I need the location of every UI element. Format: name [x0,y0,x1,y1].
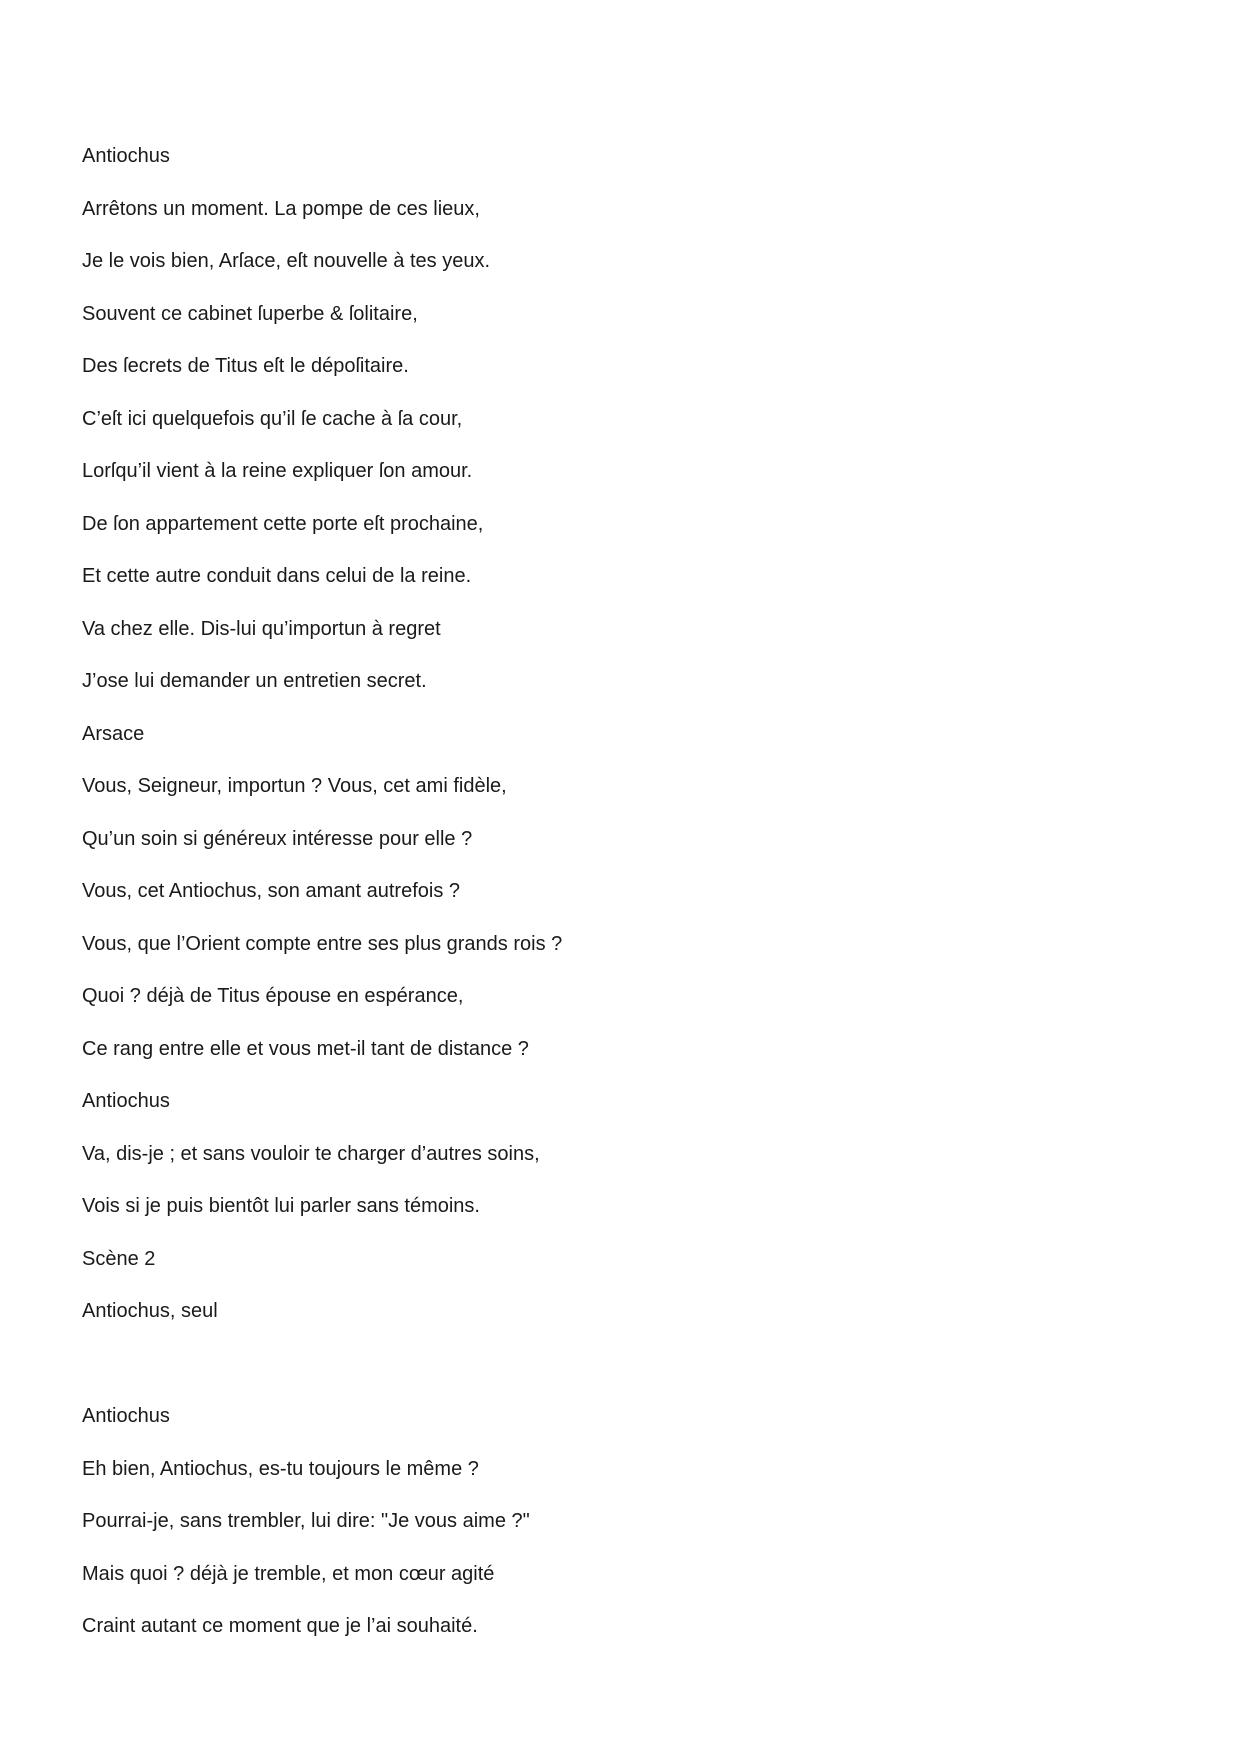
verse-line: Lorſqu’il vient à la reine expliquer ſon amour. [82,460,473,482]
verse-line: Pourrai-je, sans trembler, lui dire: "Je vous aime ?" [82,1510,530,1532]
verse-line: Des ſecrets de Titus eſt le dépoſitaire. [82,355,409,377]
speaker-name: Antiochus [82,1405,170,1427]
verse-line: Je le vois bien, Arſace, eſt nouvelle à tes yeux. [82,250,491,272]
speaker-name: Arsace [82,722,145,745]
verse-line: Qu’un soin si généreux intéresse pour elle ? [82,827,473,850]
speaker-name: Antiochus [82,1090,170,1112]
verse-line: Va, dis-je ; et sans vouloir te charger d’autres soins, [82,1142,540,1165]
verse-line: Souvent ce cabinet ſuperbe & ſolitaire, [82,302,418,325]
verse-line: Arrêtons un moment. La pompe de ces lieux, [82,197,480,220]
stage-direction: Antiochus, seul [82,1300,218,1322]
verse-line: De ſon appartement cette porte eſt prochaine, [82,512,484,535]
verse-line: Et cette autre conduit dans celui de la reine. [82,565,472,587]
verse-line: Vous, que l’Orient compte entre ses plus grands rois ? [82,932,563,955]
verse-line: Craint autant ce moment que je l’ai souhaité. [82,1615,478,1637]
verse-line: Quoi ? déjà de Titus épouse en espérance, [82,985,464,1007]
verse-line: Eh bien, Antiochus, es-tu toujours le même ? [82,1457,479,1480]
verse-line: Vous, Seigneur, importun ? Vous, cet ami fidèle, [82,775,507,797]
verse-line: Mais quoi ? déjà je tremble, et mon cœur agité [82,1562,495,1585]
verse-line: Vous, cet Antiochus, son amant autrefois ? [82,880,461,902]
verse-line: Va chez elle. Dis-lui qu’importun à regret [82,617,441,640]
verse-line: J’ose lui demander un entretien secret. [82,670,427,692]
verse-line: Ce rang entre elle et vous met-il tant de distance ? [82,1037,529,1060]
speaker-name: Antiochus [82,145,170,167]
play-text [82,130,1162,1653]
blank-line [82,1338,1162,1391]
verse-line: Vois si je puis bientôt lui parler sans témoins. [82,1195,480,1217]
scene-heading: Scène 2 [82,1247,156,1270]
verse-line: C’eſt ici quelquefois qu’il ſe cache à ſa cour, [82,407,463,430]
